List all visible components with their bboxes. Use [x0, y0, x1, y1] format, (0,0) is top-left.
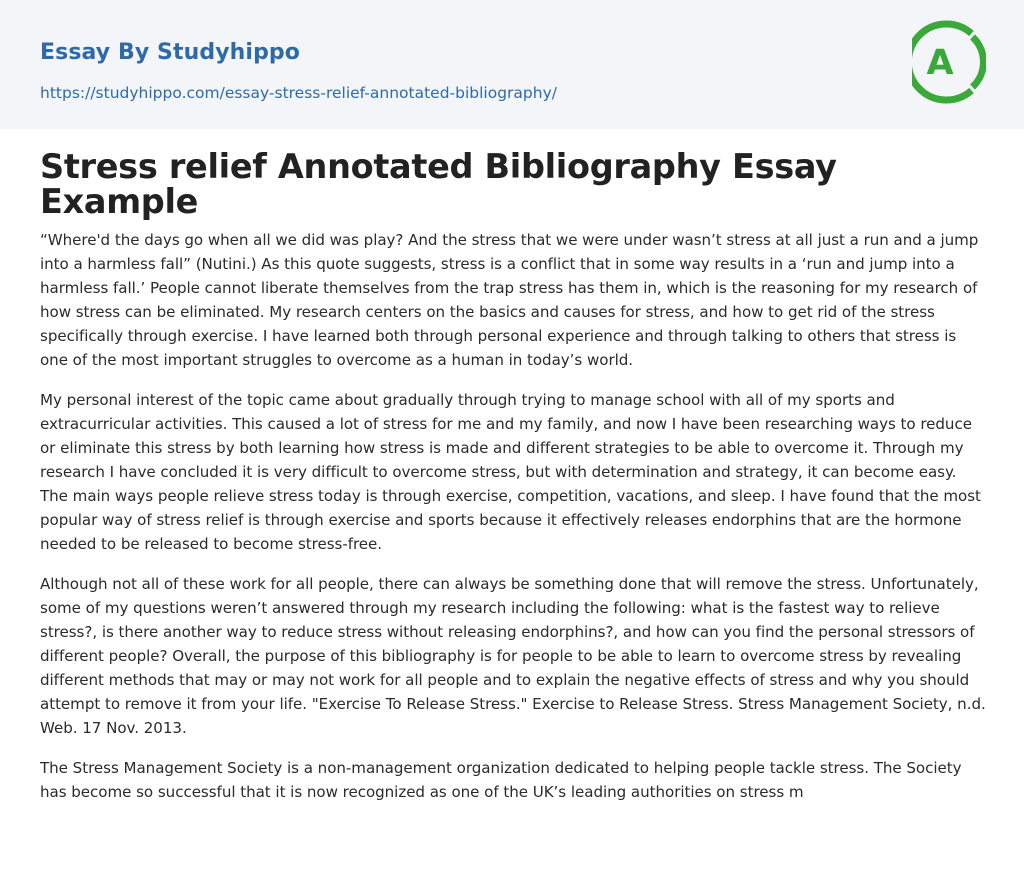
essay-paragraph: My personal interest of the topic came about gradually through trying to manage school with all of my sports and extracurricular activities. This caused a lot of stress for me and my family, and now I have been researching ways to reduce or eliminate this stress by both learning how stress is made and different strategies to be able to overcome it. Through my research I have concluded it is very difficult to overcome stress, but with determination and strategy, it can become easy. The main ways people relieve stress today is through exercise, competition, vacations, and sleep. I have found that the most popular way of stress relief is through exercise and sports because it effectively releases endorphins that are the hormone needed to be released to become stress-free. — [40, 391, 981, 553]
page-url-link[interactable]: https://studyhippo.com/essay-stress-relief-annotated-bibliography/ — [40, 84, 557, 102]
site-brand[interactable]: Essay By Studyhippo — [40, 40, 300, 65]
essay-paragraph: Although not all of these work for all people, there can always be something done that will remove the stress. Unfortunately, some of my questions weren’t answered through my research including the following: what is the fastest way to relieve stress?, is there another way to reduce stress without releasing endorphins?, and how can you find the personal stressors of different people? Overall, the purpose of this bibliography is for people to be able to learn to overcome stress by revealing different methods that may or may not work for all people and to explain the negative effects of stress and why you should attempt to remove it from your life. "Exercise To Release Stress." Exercise to Release Stress. Stress Management Society, n.d. Web. 17 Nov. 2013. — [40, 575, 986, 737]
site-header — [0, 0, 1024, 129]
essay-body — [40, 228, 988, 820]
studyhippo-logo-icon[interactable] — [912, 19, 986, 105]
essay-title: Stress relief Annotated Bibliography Essay Example — [40, 147, 837, 221]
essay-paragraph: “Where'd the days go when all we did was play? And the stress that we were under wasn’t stress at all just a run and a jump into a harmless fall” (Nutini.) As this quote suggests, stress is a conflict that in some way results in a ‘run and jump into a harmless fall.’ People cannot liberate themselves from the trap stress has them in, which is the reasoning for my research of how stress can be eliminated. My research centers on the basics and causes for stress, and how to get rid of the stress specifically through exercise. I have learned both through personal experience and through talking to others that stress is one of the most important struggles to overcome as a human in today’s world. — [40, 231, 979, 369]
essay-paragraph: The Stress Management Society is a non-management organization dedicated to helping people tackle stress. The Society has become so successful that it is now recognized as one of the UK’s leading authorities on stress m — [40, 759, 962, 801]
logo-letter: A — [926, 43, 954, 83]
